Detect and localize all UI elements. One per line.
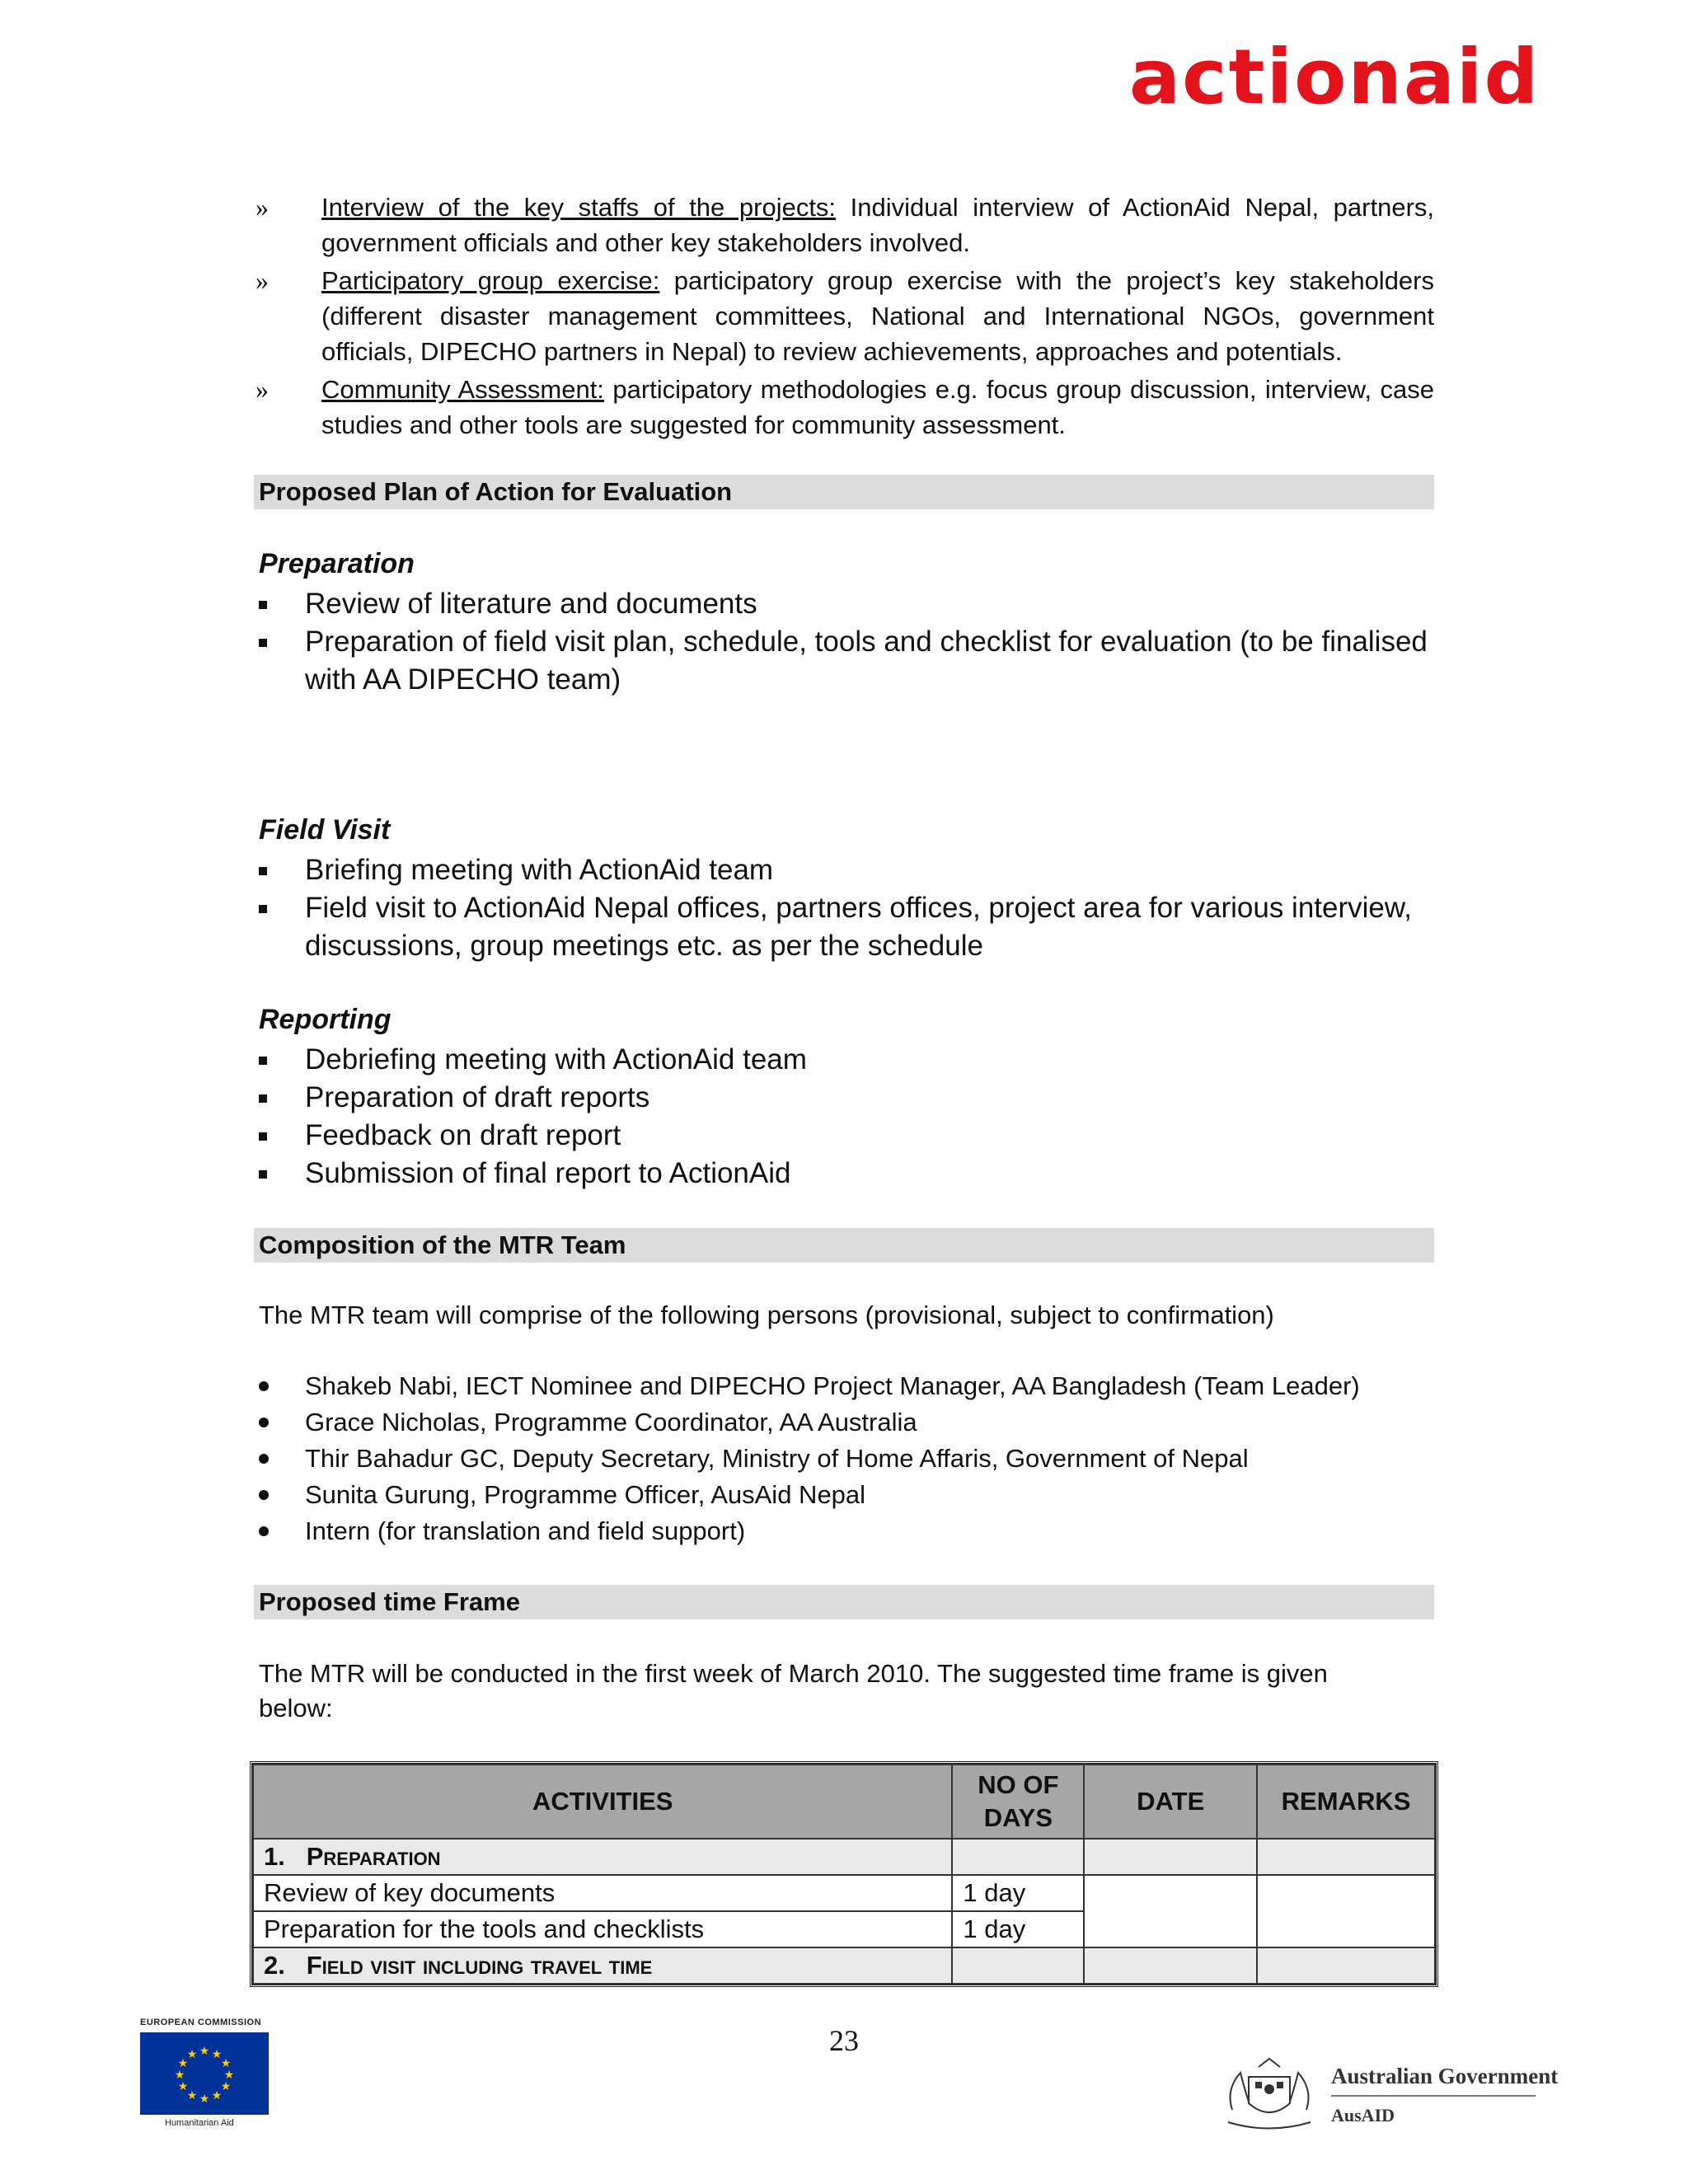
square-bullet-icon xyxy=(259,639,267,647)
method-title: Community Assessment: xyxy=(321,375,604,404)
team-members-list xyxy=(259,1368,1437,1549)
section-heading-team: Composition of the MTR Team xyxy=(254,1228,1434,1263)
days-cell: 1 day xyxy=(952,1875,1084,1911)
activity-cell: Preparation for the tools and checklists xyxy=(253,1911,952,1947)
chevron-bullet-icon: » xyxy=(256,265,269,295)
section-heading-timeframe: Proposed time Frame xyxy=(254,1585,1434,1619)
list-item: Debriefing meeting with ActionAid team xyxy=(259,1041,1437,1079)
reporting-list xyxy=(259,1041,1437,1193)
method-item xyxy=(256,263,1434,369)
col-header-activities: ACTIVITIES xyxy=(253,1765,952,1839)
square-bullet-icon xyxy=(259,1170,267,1179)
svg-text:★: ★ xyxy=(174,2069,185,2082)
page-number: 23 xyxy=(829,2024,859,2057)
col-header-days: NO OF DAYS xyxy=(952,1765,1084,1839)
col-header-remarks: REMARKS xyxy=(1257,1765,1435,1839)
list-item: Submission of final report to ActionAid xyxy=(259,1155,1437,1193)
square-bullet-icon xyxy=(259,1057,267,1065)
svg-text:★: ★ xyxy=(211,2089,223,2102)
method-item xyxy=(256,190,1434,260)
remarks-cell xyxy=(1257,1875,1435,1947)
svg-text:★: ★ xyxy=(186,2089,198,2102)
list-item: Review of literature and documents xyxy=(259,585,1437,623)
method-text: Individual interview of ActionAid Nepal, partners, government officials and other key stakeholders involved. xyxy=(321,193,1435,257)
ausaid-text: AusAID xyxy=(1331,2105,1395,2125)
actionaid-logo xyxy=(1129,33,1540,121)
svg-text:★: ★ xyxy=(220,2057,232,2070)
svg-text:★: ★ xyxy=(211,2048,223,2061)
australian-government-text: Australian Government xyxy=(1331,2064,1559,2088)
table-row-phase xyxy=(253,1947,1435,1984)
team-intro: The MTR team will comprise of the following persons (provisional, subject to confirmation) xyxy=(259,1301,1274,1329)
list-item: Thir Bahadur GC, Deputy Secretary, Ministry of Home Affaris, Government of Nepal xyxy=(259,1441,1437,1477)
svg-text:★: ★ xyxy=(177,2080,189,2093)
activity-cell: Review of key documents xyxy=(253,1875,952,1911)
square-bullet-icon xyxy=(259,1094,267,1103)
list-item: Preparation of field visit plan, schedule, tools and checklist for evaluation (to be finalised with AA DIPECHO team) xyxy=(259,623,1437,699)
svg-text:★: ★ xyxy=(199,2093,210,2106)
timeframe-table xyxy=(252,1764,1436,1985)
svg-text:★: ★ xyxy=(223,2069,235,2082)
divider xyxy=(1331,2095,1536,2097)
logo-text: actionaid xyxy=(1129,33,1540,121)
round-bullet-icon xyxy=(259,1418,269,1427)
table-row xyxy=(253,1875,1435,1911)
subheading-field-visit: Field Visit xyxy=(259,814,391,846)
eu-flag-icon xyxy=(140,2032,269,2115)
days-cell: 1 day xyxy=(952,1911,1084,1947)
table-header-row xyxy=(253,1765,1435,1839)
list-item: Preparation of draft reports xyxy=(259,1079,1437,1117)
square-bullet-icon xyxy=(259,867,267,875)
chevron-bullet-icon: » xyxy=(256,374,269,404)
col-header-date: DATE xyxy=(1084,1765,1257,1839)
section-heading-plan: Proposed Plan of Action for Evaluation xyxy=(254,475,1434,509)
list-item: Field visit to ActionAid Nepal offices, partners offices, project area for various interview, discussions, group meetings etc. as per the schedule xyxy=(259,889,1437,965)
methods-list xyxy=(256,190,1434,445)
list-item: Grace Nicholas, Programme Coordinator, AA Australia xyxy=(259,1404,1437,1441)
round-bullet-icon xyxy=(259,1490,269,1500)
list-item: Sunita Gurung, Programme Officer, AusAid Nepal xyxy=(259,1477,1437,1513)
method-title: Interview of the key staffs of the projects: xyxy=(321,193,837,222)
date-cell xyxy=(1084,1875,1257,1947)
svg-text:★: ★ xyxy=(199,2045,210,2058)
list-item: Intern (for translation and field support) xyxy=(259,1513,1437,1549)
list-item: Feedback on draft report xyxy=(259,1117,1437,1155)
list-item: Shakeb Nabi, IECT Nominee and DIPECHO Project Manager, AA Bangladesh (Team Leader) xyxy=(259,1368,1437,1404)
preparation-list xyxy=(259,585,1437,699)
round-bullet-icon xyxy=(259,1381,269,1391)
timeframe-intro: The MTR will be conducted in the first week of March 2010. The suggested time frame is given below: xyxy=(259,1659,1328,1722)
subheading-reporting: Reporting xyxy=(259,1004,392,1035)
subheading-preparation: Preparation xyxy=(259,548,415,579)
round-bullet-icon xyxy=(259,1526,269,1536)
ec-label: EUROPEAN COMMISSION xyxy=(140,2018,262,2027)
svg-text:★: ★ xyxy=(186,2048,198,2061)
method-text: participatory methodologies e.g. focus group discussion, interview, case studies and other tools are suggested for community assessment. xyxy=(321,375,1435,439)
svg-text:★: ★ xyxy=(177,2057,189,2070)
chevron-bullet-icon: » xyxy=(256,192,269,222)
square-bullet-icon xyxy=(259,601,267,609)
method-item xyxy=(256,372,1434,443)
list-item: Briefing meeting with ActionAid team xyxy=(259,851,1437,889)
svg-text:★: ★ xyxy=(220,2080,232,2093)
table-row-phase xyxy=(253,1839,1435,1875)
ec-humanitarian-aid-logo xyxy=(140,2018,269,2128)
method-title: Participatory group exercise: xyxy=(321,266,660,295)
method-text: participatory group exercise with the project’s key stakeholders (different disaster management committees, National and International NGOs, government officials, DIPECHO partners in Nepal) to review achievements, approaches and potentials. xyxy=(321,266,1434,366)
round-bullet-icon xyxy=(259,1454,269,1464)
square-bullet-icon xyxy=(259,1132,267,1141)
coat-of-arms-icon xyxy=(1216,2052,1323,2135)
field-visit-list xyxy=(259,851,1437,965)
phase-cell: 1. Preparation xyxy=(253,1839,952,1875)
phase-cell: 2. Field visit including travel time xyxy=(253,1947,952,1984)
square-bullet-icon xyxy=(259,905,267,913)
ec-humanitarian-label: Humanitarian Aid xyxy=(165,2118,234,2128)
